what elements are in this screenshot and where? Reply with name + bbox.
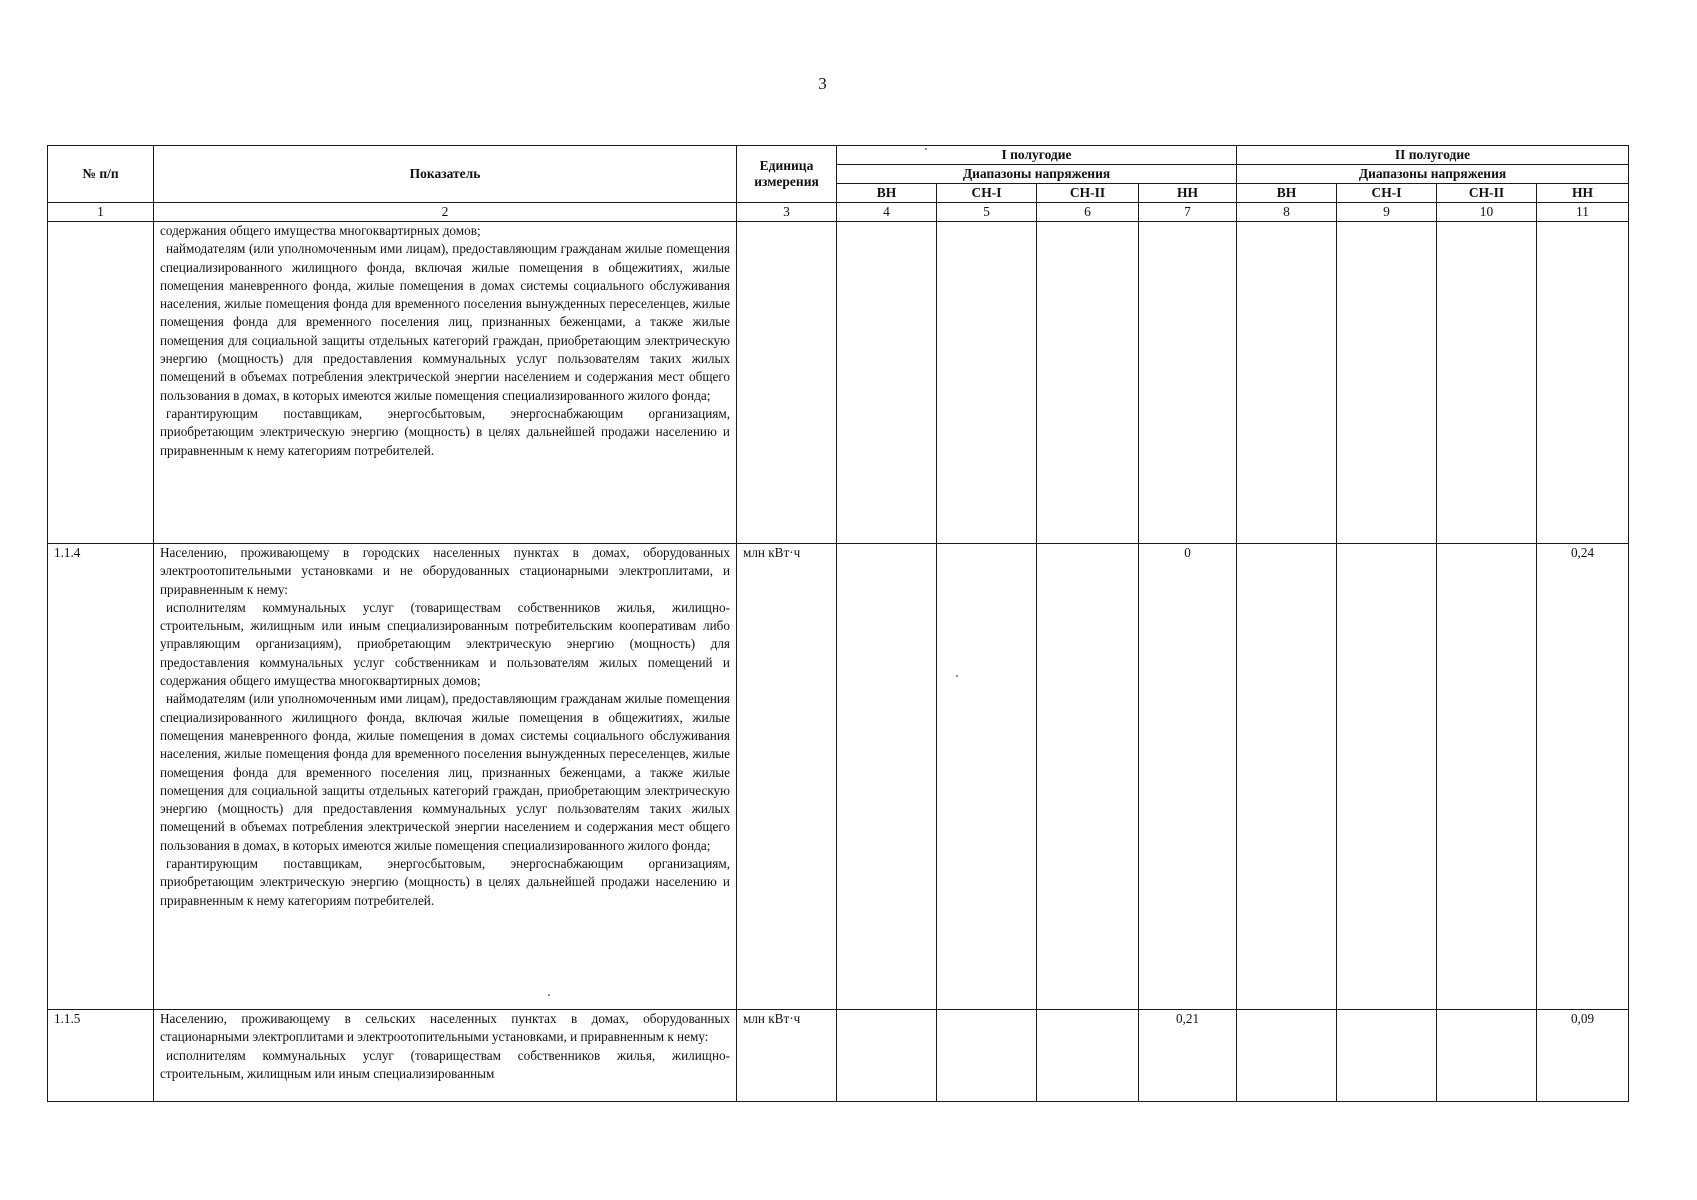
header-voltage: СН-I: [1337, 184, 1437, 203]
header-unit: Единица измерения: [737, 146, 837, 203]
header-half-2: II полугодие: [1237, 146, 1629, 165]
header-num: № п/п: [48, 146, 154, 203]
scan-speck: [925, 148, 927, 150]
description-paragraph: гарантирующим поставщикам, энергосбытовым, энергоснабжающим организациям, приобретающим электрическую энергию (мощность) в целях дальнейшей продажи населению и приравненным к нему категориям потребителей.: [160, 405, 730, 458]
value-cell: [1237, 222, 1337, 544]
header-voltage: НН: [1537, 184, 1629, 203]
row-unit: млн кВт·ч: [737, 544, 837, 1010]
header-voltage: СН-I: [937, 184, 1037, 203]
column-number: 1: [48, 203, 154, 222]
value-cell: [1337, 222, 1437, 544]
description-paragraph: Населению, проживающему в городских населенных пунктах в домах, оборудованных электроотопительными установками и не оборудованных стационарными электроплитами, и приравненным к нему:: [160, 545, 730, 597]
header-voltage: СН-II: [1437, 184, 1537, 203]
description-paragraph: содержания общего имущества многоквартирных домов;: [160, 223, 481, 238]
value-cell: 0: [1139, 544, 1237, 1010]
value-cell: [937, 222, 1037, 544]
description-paragraph: исполнителям коммунальных услуг (товариществам собственников жилья, жилищно-строительным, жилищным или иным специализированным: [160, 1047, 730, 1081]
value-cell: [937, 1010, 1037, 1102]
column-number: 2: [154, 203, 737, 222]
value-cell: [1037, 1010, 1139, 1102]
value-cell: [1237, 544, 1337, 1010]
description-paragraph: Населению, проживающему в сельских населенных пунктах в домах, оборудованных стационарными электроплитами и электроотопительными установками, и приравненным к нему:: [160, 1011, 730, 1045]
value-cell: [937, 544, 1037, 1010]
header-indicator: Показатель: [154, 146, 737, 203]
column-number: 11: [1537, 203, 1629, 222]
header-voltage: ВН: [837, 184, 937, 203]
column-number: 8: [1237, 203, 1337, 222]
row-description: [154, 222, 737, 544]
value-cell: [837, 544, 937, 1010]
column-number: 4: [837, 203, 937, 222]
header-half-1: I полугодие: [837, 146, 1237, 165]
value-cell: [1337, 1010, 1437, 1102]
column-number: 9: [1337, 203, 1437, 222]
value-cell: 0,09: [1537, 1010, 1629, 1102]
value-cell: [837, 1010, 937, 1102]
tariff-table: [47, 145, 1629, 1102]
value-cell: [1237, 1010, 1337, 1102]
header-voltage: ВН: [1237, 184, 1337, 203]
table-row: [48, 222, 1629, 544]
column-number: 7: [1139, 203, 1237, 222]
row-unit: [737, 222, 837, 544]
header-voltage: НН: [1139, 184, 1237, 203]
value-cell: 0,21: [1139, 1010, 1237, 1102]
column-number: 3: [737, 203, 837, 222]
table-row: [48, 544, 1629, 1010]
column-number: 6: [1037, 203, 1139, 222]
description-paragraph: наймодателям (или уполномоченным ими лицам), предоставляющим гражданам жилые помещения специализированного жилищного фонда, включая жилые помещения в общежитиях, жилые помещения маневренного фонда, жилые помещения в домах системы социального обслуживания населения, жилые помещения фонда для временного поселения вынужденных переселенцев, жилые помещения фонда для временного поселения лиц, признанных беженцами, а также жилые помещения для социальной защиты отдельных категорий граждан, приобретающим электрическую энергию (мощность) для предоставления коммунальных услуг пользователям таких жилых помещений в объемах потребления электрической энергии населением и содержания мест общего пользования в домах, в которых имеются жилые помещения специализированного жилого фонда;: [160, 691, 730, 853]
row-unit: млн кВт·ч: [737, 1010, 837, 1102]
value-cell: [1537, 222, 1629, 544]
value-cell: [1437, 222, 1537, 544]
column-number: 10: [1437, 203, 1537, 222]
column-number: 5: [937, 203, 1037, 222]
header-voltage: СН-II: [1037, 184, 1139, 203]
header-voltage-ranges-2: Диапазоны напряжения: [1237, 165, 1629, 184]
scan-speck: [548, 994, 550, 996]
row-number: [48, 222, 154, 544]
page-number: 3: [818, 74, 827, 93]
row-number: 1.1.4: [48, 544, 154, 1010]
description-paragraph: гарантирующим поставщикам, энергосбытовым, энергоснабжающим организациям, приобретающим электрическую энергию (мощность) в целях дальнейшей продажи населению и приравненным к нему категориям потребителей.: [160, 856, 730, 908]
value-cell: [1037, 544, 1139, 1010]
row-number: 1.1.5: [48, 1010, 154, 1102]
scan-speck: [956, 675, 958, 677]
value-cell: [1437, 1010, 1537, 1102]
description-paragraph: исполнителям коммунальных услуг (товариществам собственников жилья, жилищно-строительным, жилищным или иным специализированным потребительским кооперативам либо управляющим организациям), приобретающим электрическую энергию (мощность) для предоставления коммунальных услуг собственникам и пользователям жилых помещений и содержания общего имущества многоквартирных домов;: [160, 599, 730, 689]
row-description: [154, 1010, 737, 1102]
table-body: [48, 222, 1629, 1102]
header-voltage-ranges-1: Диапазоны напряжения: [837, 165, 1237, 184]
value-cell: [1437, 544, 1537, 1010]
value-cell: [837, 222, 937, 544]
value-cell: [1337, 544, 1437, 1010]
value-cell: [1139, 222, 1237, 544]
description-paragraph: наймодателям (или уполномоченным ими лицам), предоставляющим гражданам жилые помещения специализированного жилищного фонда, включая жилые помещения в общежитиях, жилые помещения маневренного фонда, жилые помещения в домах системы социального обслуживания населения, жилые помещения фонда для временного поселения вынужденных переселенцев, жилые помещения фонда для временного поселения лиц, признанных беженцами, а также жилые помещения для социальной защиты отдельных категорий граждан, приобретающим электрическую энергию (мощность) для предоставления коммунальных услуг пользователям таких жилых помещений в объемах потребления электрической энергии населением и содержания мест общего пользования в домах, в которых имеются жилые помещения специализированного жилого фонда;: [160, 241, 730, 403]
value-cell: 0,24: [1537, 544, 1629, 1010]
value-cell: [1037, 222, 1139, 544]
row-description: [154, 544, 737, 1010]
table-row: [48, 1010, 1629, 1102]
